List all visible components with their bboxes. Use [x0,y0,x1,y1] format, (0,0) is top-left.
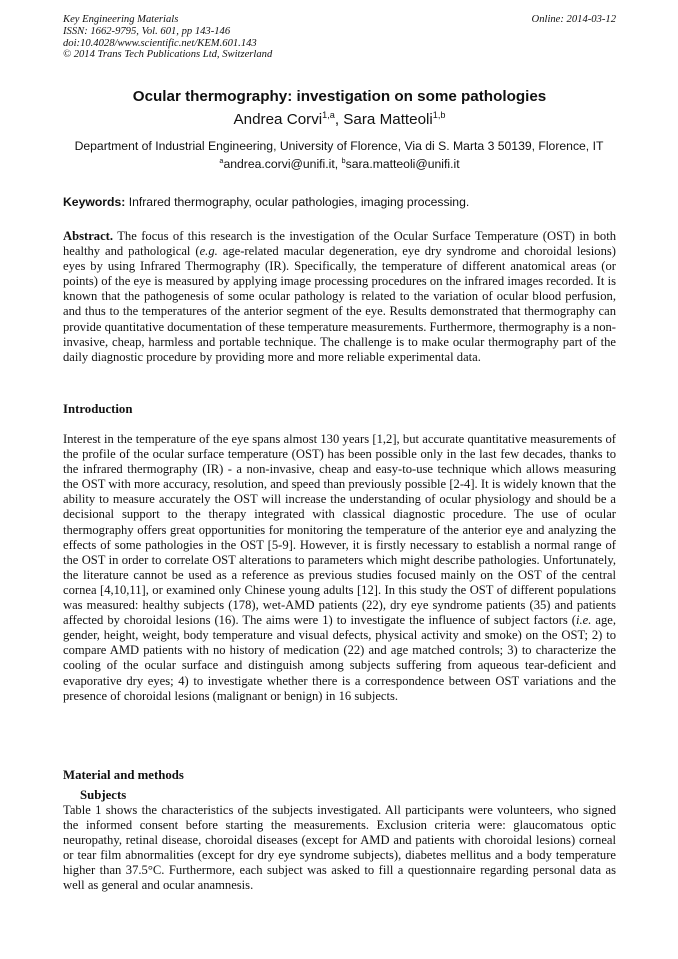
section-heading-materials: Material and methods [63,768,184,782]
online-date: Online: 2014-03-12 [531,14,616,25]
abstract [63,229,616,365]
journal-name: Key Engineering Materials [63,14,179,25]
abstract-text: age-related macular degeneration, eye dry syndrome and choroidal lesions) eyes by using Infrared Thermography (IR). Specifically, the temperature of different anatomical areas (or points) of the eye is measured by applying image processing procedures on the infrared images recorded. It is known that the pathogenesis of some ocular pathology is related to the variation of ocular blood perfusion, and thus to the temperatures of the anterior segment of the eye. Results demonstrated that thermography can provide quantitative documentation of these temperature measurements. Furthermore, thermography is a non-invasive, cheap, harmless and portable technique. The challenge is to make ocular thermography part of the daily diagnostic procedure by providing more and more reliable experimental data. [63,244,616,364]
journal-header [63,14,616,61]
keywords-label: Keywords: [63,195,126,209]
author-name: Andrea Corvi [233,111,323,128]
email-address: andrea.corvi@unifi.it, [223,157,342,171]
author-affiliation-mark: 1,b [432,109,446,120]
introduction-text: age, gender, height, weight, body temperature and visual defects, physical activity and smoke) on the OST; 2) to compare AMD patients with no history of medication (22) and age matched controls; 3) to characterize the cooling of the ocular surface and distinguish among subjects suffering from aqueous tear-deficient and evaporative dry eyes; 4) to investigate whether there is a correspondence between OST variations and the presence of choroidal lesions (malignant or benign) in 16 subjects. [63,613,616,703]
keywords [63,195,616,209]
author-name: Sara Matteoli [343,111,433,128]
abstract-text: The focus of this research is the investigation of the Ocular Surface Temperature (OST) in both healthy and pathological ( [63,229,616,259]
subjects-paragraph: Table 1 shows the characteristics of the subjects investigated. All participants were volunteers, who signed the informed consent before starting the measurements. Exclusion criteria were: glaucomatous optic neuropathy, retinal disease, choroidal diseases (except for AMD and patients with choroidal lesions) corneal or tear film abnormalities (except for dry eye syndrome subjects), diabetes mellitus and a body temperature higher than 37.5°C. Furthermore, each subject was asked to fill a questionnaire regarding personal data as well as general and ocular anamnesis. [63,803,616,893]
email-mark: b [341,155,346,165]
author-emails [63,157,616,171]
introduction-ie: i.e. [575,613,592,628]
introduction-paragraph [63,432,616,704]
affiliation: Department of Industrial Engineering, University of Florence, Via di S. Marta 3 50139, Florence, IT [74,139,604,153]
introduction-text: Interest in the temperature of the eye spans almost 130 years [1,2], but accurate quantitative measurements of the profile of the ocular surface temperature (OST) has been possible only in the last few decades, thanks to the infrared thermography (IR) - a non-invasive, cheap and easy-to-use technique which allows measuring the OST with more accuracy, resolution, and speed than previously possible [2-4]. It is widely known that the ability to measure accurately the OST will increase the understanding of ocular physiology and should be a decisional support to the therapy integrated with classical diagnostic procedure. The use of ocular thermography offers great opportunities for monitoring the temperature of the anterior eye and analyzing the effects of some pathologies in the OST [5-9]. However, it is firstly necessary to establish a normal range of the OST in order to correlate OST alterations to parameters which might describe pathologies. Unfortunately, the literature cannot be used as a reference as previous studies focused mainly on the OST of the central cornea [4,10,11], or examined only Chinese young adults [12]. In this study the OST of different populations was measured: healthy subjects (178), wet-AMD patients (22), dry eye syndrome patients (35) and patients affected by choroidal lesions (16). The aims were 1) to investigate the influence of subject factors ( [63,432,616,628]
author-affiliation-mark: 1,a [322,109,335,120]
keywords-text: Infrared thermography, ocular pathologies, imaging processing. [125,195,470,209]
journal-issn: ISSN: 1662-9795, Vol. 601, pp 143-146 [63,25,231,37]
email-address: sara.matteoli@unifi.it [345,157,460,171]
journal-doi: doi:10.4028/www.scientific.net/KEM.601.143 [63,37,257,49]
paper-title: Ocular thermography: investigation on some pathologies [132,88,547,105]
email-mark: a [219,155,224,165]
author-list [63,111,616,128]
journal-copyright: © 2014 Trans Tech Publications Ltd, Switzerland [63,49,273,61]
abstract-eg: e.g. [199,244,218,259]
author-separator: , [334,111,344,128]
abstract-label: Abstract. [63,229,114,243]
subsection-heading-subjects: Subjects [80,788,127,802]
section-heading-introduction: Introduction [63,402,133,416]
